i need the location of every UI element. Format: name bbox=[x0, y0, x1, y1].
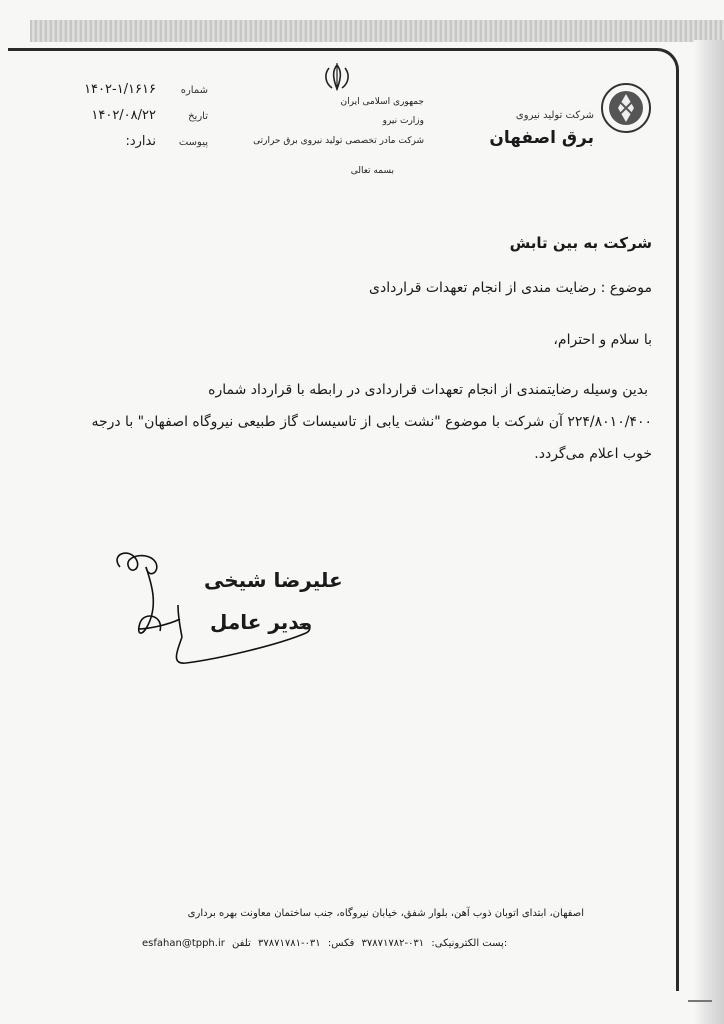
footer-address: اصفهان، ابتدای اتوبان ذوب آهن، بلوار شفق، خیابان نیروگاه، جنب ساختمان معاونت بهره برداری bbox=[187, 908, 584, 919]
body-line-2: ۲۲۴/۸۰۱۰/۴۰۰ آن شرکت با موضوع "نشت یابی از تاسیسات گاز طبیعی نیروگاه اصفهان" با درجه bbox=[91, 414, 652, 430]
signatory-name: علیرضا شیخی bbox=[204, 568, 343, 592]
subject-label: موضوع : bbox=[600, 280, 652, 296]
ref-attachment-row bbox=[68, 134, 208, 160]
body-line-1: بدین وسیله رضایتمندی از انجام تعهدات قراردادی در رابطه با قرارداد شماره bbox=[208, 382, 648, 398]
scan-edge-top bbox=[30, 20, 724, 42]
ref-attachment-label: پیوست bbox=[178, 137, 208, 148]
ref-number-label: شماره bbox=[180, 85, 208, 96]
footer-fax: ۰۳۱-۳۷۸۷۱۷۸۲ bbox=[361, 938, 425, 949]
reference-block bbox=[68, 82, 208, 160]
logo-small-text: شرکت تولید نیروی bbox=[515, 110, 594, 121]
gov-line-ministry: وزارت نیرو bbox=[382, 116, 424, 126]
footer-email[interactable]: esfahan@tpph.ir bbox=[142, 938, 225, 949]
gov-line-mother-company: شرکت مادر تخصصی تولید نیروی برق حرارتی bbox=[253, 136, 424, 146]
letterhead-frame bbox=[8, 48, 679, 991]
iran-emblem-icon bbox=[320, 62, 354, 92]
company-logo bbox=[462, 80, 652, 160]
logo-big-text: برق اصفهان bbox=[489, 128, 594, 148]
scan-mark bbox=[688, 1000, 712, 1002]
footer-phone-label: تلفن: bbox=[232, 938, 508, 949]
footer-fax-label: فکس: bbox=[327, 938, 355, 949]
recipient: شرکت به بین تابش bbox=[509, 234, 652, 252]
ref-date-value: ۱۴۰۲/۰۸/۲۲ bbox=[91, 108, 156, 123]
footer-phone: ۰۳۱-۳۷۸۷۱۷۸۱ bbox=[257, 938, 321, 949]
footer-email-label: پست الکترونیکی: bbox=[431, 938, 504, 949]
ref-number-value: ۱۴۰۲-۱/۱۶۱۶ bbox=[84, 82, 156, 97]
invocation: بسمه تعالی bbox=[350, 166, 394, 176]
body-line-3: خوب اعلام می‌گردد. bbox=[534, 446, 652, 462]
signatory-title: مدیر عامل bbox=[210, 610, 313, 634]
scan-edge-right bbox=[694, 40, 724, 1024]
ref-date-label: تاریخ bbox=[188, 111, 208, 122]
subject-line bbox=[369, 280, 652, 296]
gov-line-republic: جمهوری اسلامی ایران bbox=[340, 97, 424, 107]
company-logo-icon bbox=[600, 82, 652, 134]
footer-contact bbox=[138, 938, 507, 949]
subject-text: رضایت مندی از انجام تعهدات قراردادی bbox=[369, 280, 597, 296]
ref-number-row bbox=[68, 82, 208, 108]
ref-date-row bbox=[68, 108, 208, 134]
ref-attachment-value: ندارد: bbox=[125, 134, 156, 149]
greeting: با سلام و احترام، bbox=[553, 332, 652, 348]
